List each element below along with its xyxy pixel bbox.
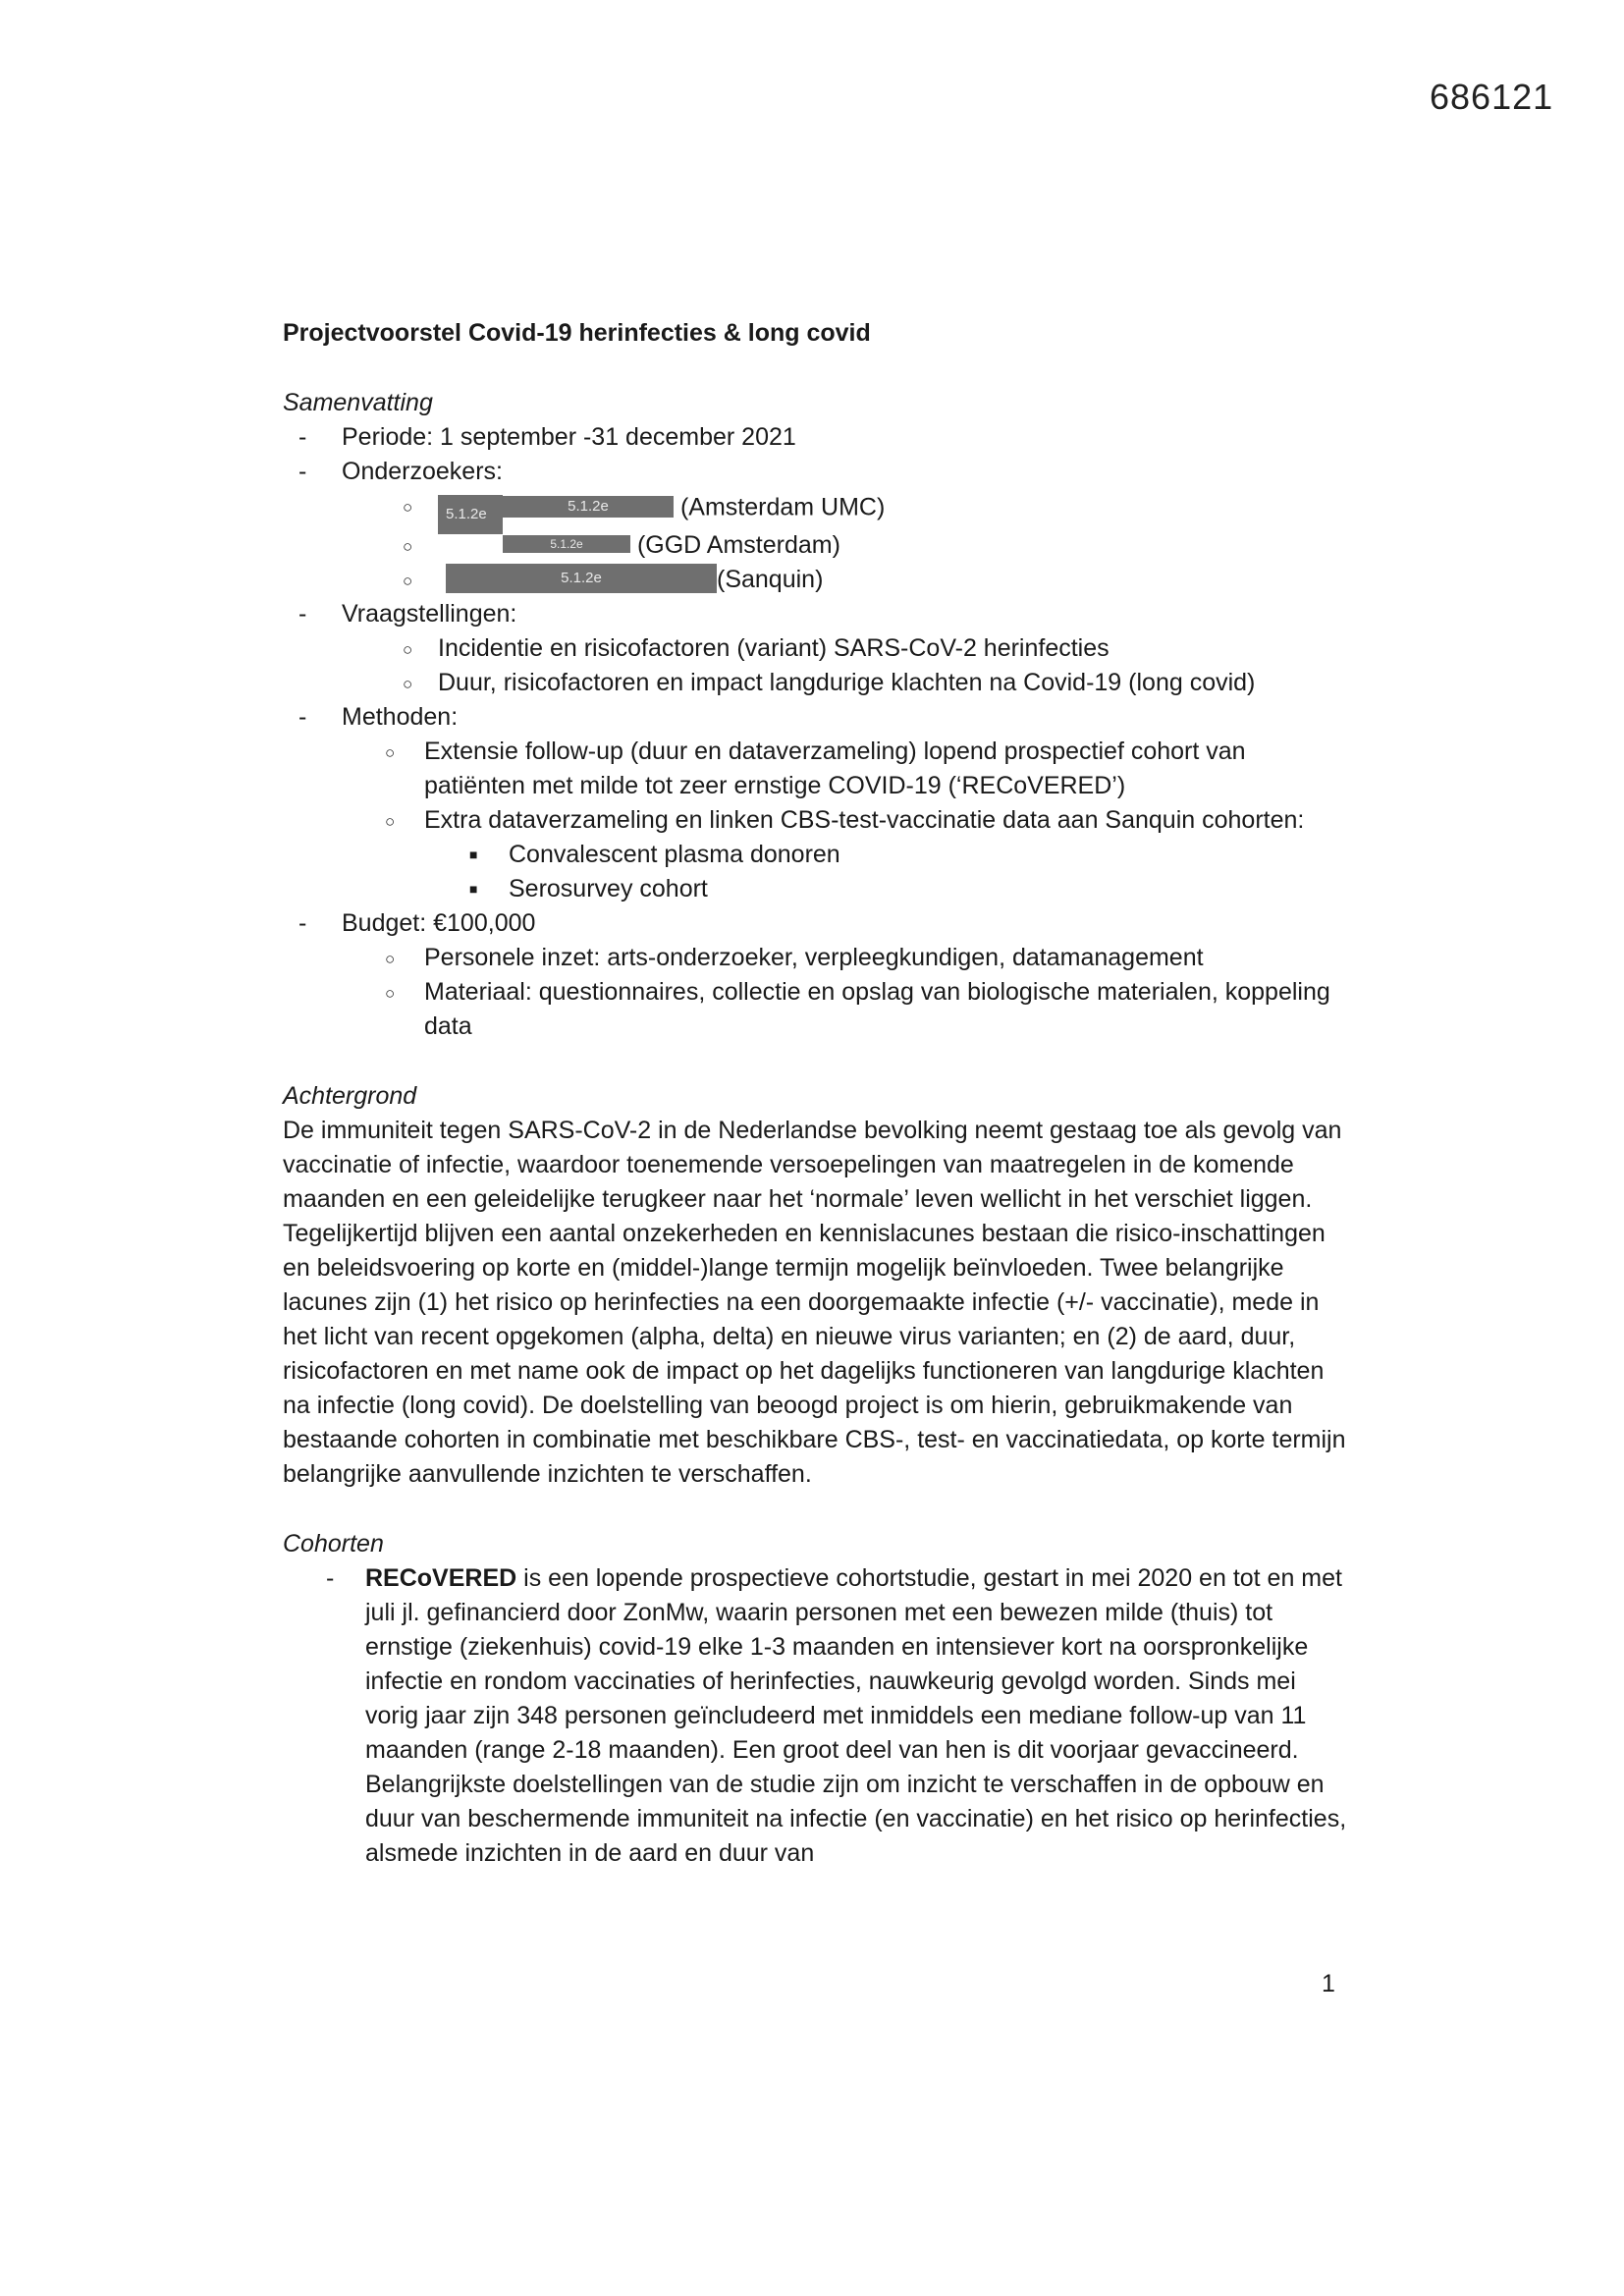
recovered-text: is een lopende prospectieve cohortstudie, gestart in mei 2020 en tot en met juli jl. gefinancierd door ZonMw, waarin personen met een bewezen milde (thuis) tot ernstige (ziekenhuis) covid-19 elke 1-3 maanden en intensiever kort na oorspronkelijke infectie en rondom vaccinaties of herinfecties, nauwkeurig gevolgd worden. Sinds mei vorig jaar zijn 348 personen geïncludeerd met inmiddels een mediane follow-up van 11 maanden (range 2-18 maanden). Een groot deel van hen is dit voorjaar gevaccineerd. Belangrijkste doelstellingen van de studie zijn om inzicht te verschaffen in de opbouw en duur van beschermende immuniteit na infectie (en vaccinatie) en het risico op herinfecties, alsmede inzichten in de aard en duur van	[365, 1564, 1347, 1867]
budget-item	[283, 941, 1353, 975]
vraagstellingen-label: Vraagstellingen:	[342, 600, 517, 628]
cohort-item	[283, 838, 1353, 872]
list-item-vraagstellingen	[283, 597, 1353, 631]
method-item	[283, 735, 1353, 803]
list-item-recovered	[283, 1561, 1353, 1871]
question-text: Incidentie en risicofactoren (variant) SARS-CoV-2 herinfecties	[438, 634, 1110, 662]
method-item	[283, 803, 1353, 838]
circle-bullet-icon: ○	[385, 950, 396, 968]
section-heading-achtergrond: Achtergrond	[283, 1082, 417, 1110]
dash-bullet: -	[298, 703, 307, 731]
budget-text: Personele inzet: arts-onderzoeker, verpleegkundigen, datamanagement	[424, 944, 1204, 971]
researcher-affiliation: (Amsterdam UMC)	[679, 493, 886, 521]
circle-bullet-icon: ○	[403, 640, 413, 659]
budget-label: Budget: €100,000	[342, 909, 536, 937]
redaction-block: 5.1.2e	[446, 564, 717, 593]
methoden-label: Methoden:	[342, 703, 459, 731]
question-text: Duur, risicofactoren en impact langdurige klachten na Covid-19 (long covid)	[438, 669, 1256, 696]
budget-text: Materiaal: questionnaires, collectie en opslag van biologische materialen, koppeling data	[424, 978, 1330, 1040]
circle-bullet-icon: ○	[403, 675, 413, 693]
budget-item	[283, 975, 1353, 1044]
dash-bullet: -	[298, 600, 307, 628]
researcher-affiliation: (GGD Amsterdam)	[636, 531, 840, 559]
periode-text: Periode: 1 september -31 december 2021	[342, 423, 796, 451]
document-id: 686121	[1430, 77, 1554, 117]
recovered-paragraph	[365, 1564, 1346, 1867]
dash-bullet: -	[298, 458, 307, 485]
question-item	[283, 666, 1353, 700]
list-item-budget	[283, 906, 1353, 941]
circle-bullet-icon: ○	[403, 572, 413, 590]
recovered-name: RECoVERED	[365, 1564, 517, 1592]
circle-bullet-icon: ○	[385, 812, 396, 831]
list-item-methoden	[283, 700, 1353, 735]
list-item-periode	[283, 420, 1353, 455]
dash-bullet: -	[298, 909, 307, 937]
cohort-text: Serosurvey cohort	[509, 875, 708, 902]
method-text: Extra dataverzameling en linken CBS-test-vaccinatie data aan Sanquin cohorten:	[424, 806, 1305, 834]
onderzoekers-label: Onderzoekers:	[342, 458, 503, 485]
circle-bullet-icon: ○	[385, 984, 396, 1003]
redaction-block: 5.1.2e	[503, 496, 674, 518]
researcher-row	[283, 563, 1353, 597]
researcher-row	[283, 528, 1353, 563]
circle-bullet-icon: ○	[385, 743, 396, 762]
circle-bullet-icon: ○	[403, 537, 413, 556]
achtergrond-paragraph: De immuniteit tegen SARS-CoV-2 in de Nederlandse bevolking neemt gestaag toe als gevolg van vaccinatie of infectie, waardoor toenemende versoepelingen van maatregelen in de komende maanden en een geleidelijke terugkeer naar het ‘normale’ leven wellicht in het verschiet liggen. Tegelijkertijd blijven een aantal onzekerheden en kennislacunes bestaan die risico-inschattingen en beleidsvoering op korte en (middel-)lange termijn mogelijk beïnvloeden. Twee belangrijke lacunes zijn (1) het risico op herinfecties na een doorgemaakte infectie (+/- vaccinatie), mede in het licht van recent opgekomen (alpha, delta) en nieuwe virus varianten; en (2) de aard, duur, risicofactoren en met name ook de impact op het dagelijks functioneren van langdurige klachten na infectie (long covid). De doelstelling van beoogd project is om hierin, gebruikmakende van bestaande cohorten in combinatie met beschikbare CBS-, test- en vaccinatiedata, op korte termijn belangrijke aanvullende inzichten te verschaffen.	[283, 1117, 1346, 1488]
method-text: Extensie follow-up (duur en dataverzameling) lopend prospectief cohort van patiënten met milde tot zeer ernstige COVID-19 (‘RECoVERED’)	[424, 738, 1246, 799]
researcher-row	[283, 489, 1353, 528]
researcher-affiliation: (Sanquin)	[717, 566, 824, 593]
list-item-onderzoekers	[283, 455, 1353, 489]
document-body	[283, 316, 1353, 1871]
square-bullet-icon: ■	[469, 881, 478, 897]
section-heading-samenvatting: Samenvatting	[283, 389, 433, 416]
dash-bullet: -	[326, 1564, 335, 1592]
redaction-block: 5.1.2e	[503, 535, 630, 553]
dash-bullet: -	[298, 423, 307, 451]
circle-bullet-icon: ○	[403, 498, 413, 517]
page-number: 1	[1322, 1970, 1335, 1997]
section-heading-cohorten: Cohorten	[283, 1530, 384, 1558]
cohort-item	[283, 872, 1353, 906]
square-bullet-icon: ■	[469, 847, 478, 862]
redaction-block: 5.1.2e	[438, 495, 503, 534]
cohort-text: Convalescent plasma donoren	[509, 841, 840, 868]
document-title: Projectvoorstel Covid-19 herinfecties & long covid	[283, 319, 871, 347]
question-item	[283, 631, 1353, 666]
